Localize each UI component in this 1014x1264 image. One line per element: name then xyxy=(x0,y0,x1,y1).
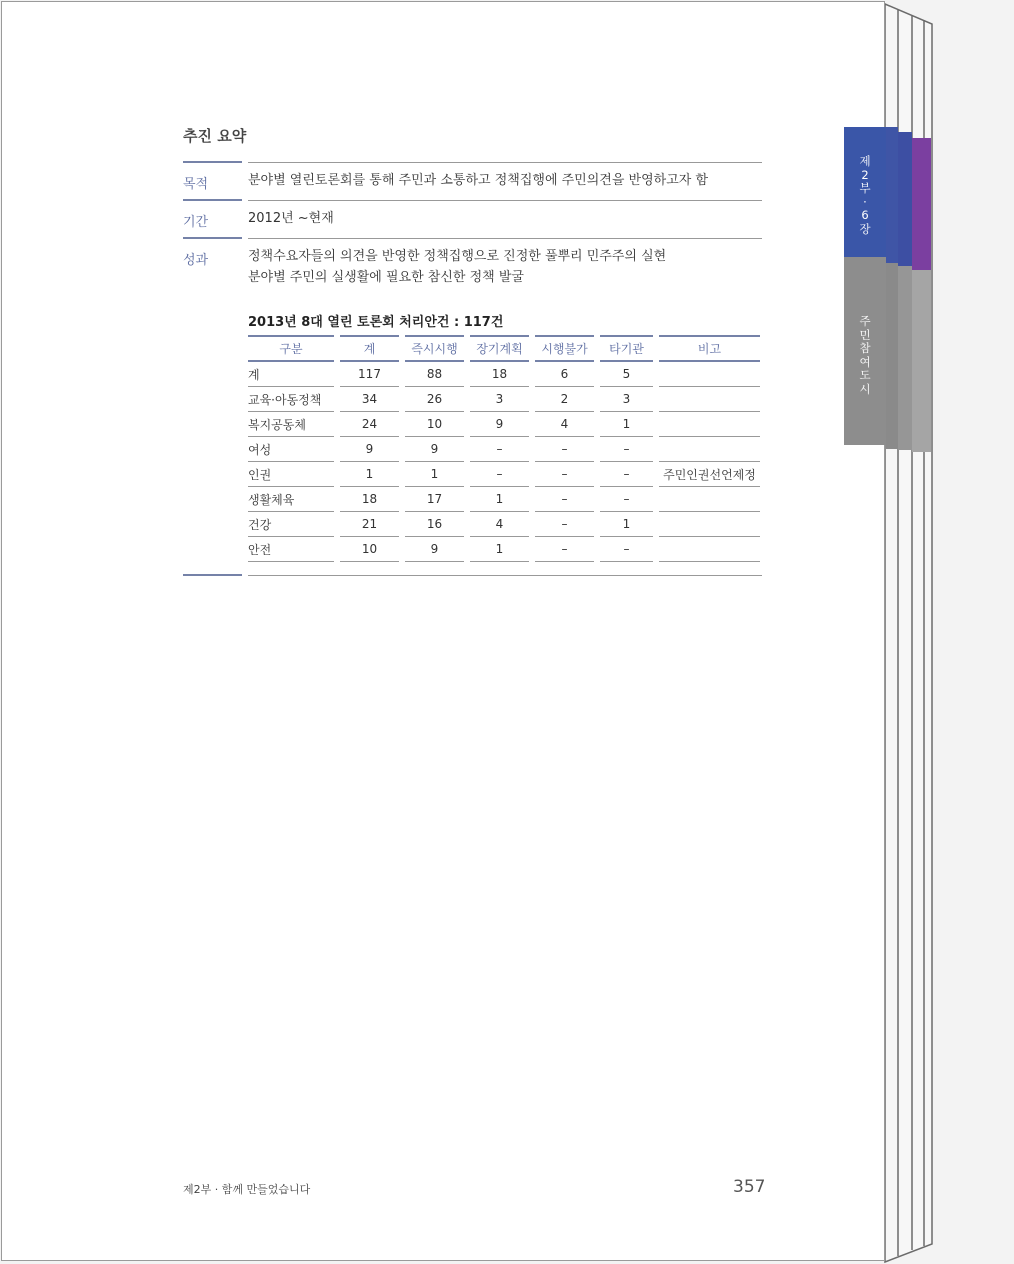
cell: 복지공동체 xyxy=(248,412,334,437)
cell: 1 xyxy=(340,462,399,487)
cell: – xyxy=(535,512,594,537)
cell: 18 xyxy=(340,487,399,512)
divider xyxy=(183,574,242,576)
divider xyxy=(183,199,242,201)
cell: 5 xyxy=(600,362,653,387)
cell: 26 xyxy=(405,387,464,412)
cell: 24 xyxy=(340,412,399,437)
table-row xyxy=(248,487,760,512)
col-header-longterm: 장기계획 xyxy=(470,335,529,362)
divider xyxy=(248,575,762,576)
cell: 1 xyxy=(600,412,653,437)
cell: 4 xyxy=(470,512,529,537)
cell: 3 xyxy=(600,387,653,412)
cell: 117 xyxy=(340,362,399,387)
cell xyxy=(659,512,760,537)
section-tab-label: 주 민 참 여 도 시 xyxy=(859,314,871,396)
cell: 16 xyxy=(405,512,464,537)
cell: 34 xyxy=(340,387,399,412)
cell: – xyxy=(600,487,653,512)
cell xyxy=(659,437,760,462)
cell: 주민인권선언제정 xyxy=(659,462,760,487)
section-tab xyxy=(844,257,886,445)
cell: 1 xyxy=(600,512,653,537)
cell: 안전 xyxy=(248,537,334,562)
cell xyxy=(659,387,760,412)
row-text-period: 2012년 ~현재 xyxy=(248,211,334,226)
cell: 6 xyxy=(535,362,594,387)
cell: 88 xyxy=(405,362,464,387)
row-label-period: 기간 xyxy=(183,215,209,230)
cell: 1 xyxy=(405,462,464,487)
table-row xyxy=(248,512,760,537)
cell: – xyxy=(535,437,594,462)
cell: – xyxy=(600,462,653,487)
cell: 여성 xyxy=(248,437,334,462)
cell xyxy=(659,537,760,562)
cell xyxy=(659,487,760,512)
cell: 17 xyxy=(405,487,464,512)
col-header-immediate: 즉시시행 xyxy=(405,335,464,362)
cell: – xyxy=(535,537,594,562)
cell: 4 xyxy=(535,412,594,437)
chapter-tab-label: 제 2 부 · 6 장 xyxy=(859,154,871,236)
chapter-tab xyxy=(844,127,886,257)
cell: 계 xyxy=(248,362,334,387)
cell: 1 xyxy=(470,537,529,562)
cell: 2 xyxy=(535,387,594,412)
cell: 9 xyxy=(405,537,464,562)
cell: 9 xyxy=(470,412,529,437)
table-row xyxy=(248,437,760,462)
row-text-results-2: 분야별 주민의 실생활에 필요한 참신한 정책 발굴 xyxy=(248,270,524,285)
cell: 10 xyxy=(340,537,399,562)
table-row xyxy=(248,362,760,387)
col-header-remarks: 비고 xyxy=(659,335,760,362)
page-number: 357 xyxy=(733,1177,766,1197)
divider xyxy=(248,238,762,239)
cell: 10 xyxy=(405,412,464,437)
row-text-purpose: 분야별 열린토론회를 통해 주민과 소통하고 정책집행에 주민의견을 반영하고자 함 xyxy=(248,173,709,188)
cell: – xyxy=(470,437,529,462)
row-text-results-1: 정책수요자들의 의견을 반영한 정책집행으로 진정한 풀뿌리 민주주의 실현 xyxy=(248,249,667,264)
table-row xyxy=(248,412,760,437)
table-row xyxy=(248,387,760,412)
divider xyxy=(183,237,242,239)
col-header-impossible: 시행불가 xyxy=(535,335,594,362)
row-label-purpose: 목적 xyxy=(183,177,209,192)
cell: 인권 xyxy=(248,462,334,487)
col-header-total: 계 xyxy=(340,335,399,362)
cell: – xyxy=(600,437,653,462)
cell: 3 xyxy=(470,387,529,412)
cell: 9 xyxy=(405,437,464,462)
col-header-other-agency: 타기관 xyxy=(600,335,653,362)
cell: – xyxy=(535,487,594,512)
cell: – xyxy=(600,537,653,562)
cell: 18 xyxy=(470,362,529,387)
table-title: 2013년 8대 열린 토론회 처리안건 : 117건 xyxy=(248,315,504,330)
table-row xyxy=(248,462,760,487)
cell: – xyxy=(535,462,594,487)
cell: 21 xyxy=(340,512,399,537)
footer-text: 제2부 · 함께 만들었습니다 xyxy=(183,1183,311,1196)
divider xyxy=(183,161,242,163)
row-label-results: 성과 xyxy=(183,253,209,268)
cell xyxy=(659,362,760,387)
table-row xyxy=(248,537,760,562)
section-title: 추진 요약 xyxy=(183,127,247,145)
cell: 9 xyxy=(340,437,399,462)
col-header-category: 구분 xyxy=(248,335,334,362)
divider xyxy=(248,162,762,163)
cell: 생활체육 xyxy=(248,487,334,512)
table-header-row xyxy=(248,335,760,362)
divider xyxy=(248,200,762,201)
cell: 교육·아동정책 xyxy=(248,387,334,412)
cell: 1 xyxy=(470,487,529,512)
cell: 건강 xyxy=(248,512,334,537)
processing-table xyxy=(242,335,766,562)
cell xyxy=(659,412,760,437)
cell: – xyxy=(470,462,529,487)
